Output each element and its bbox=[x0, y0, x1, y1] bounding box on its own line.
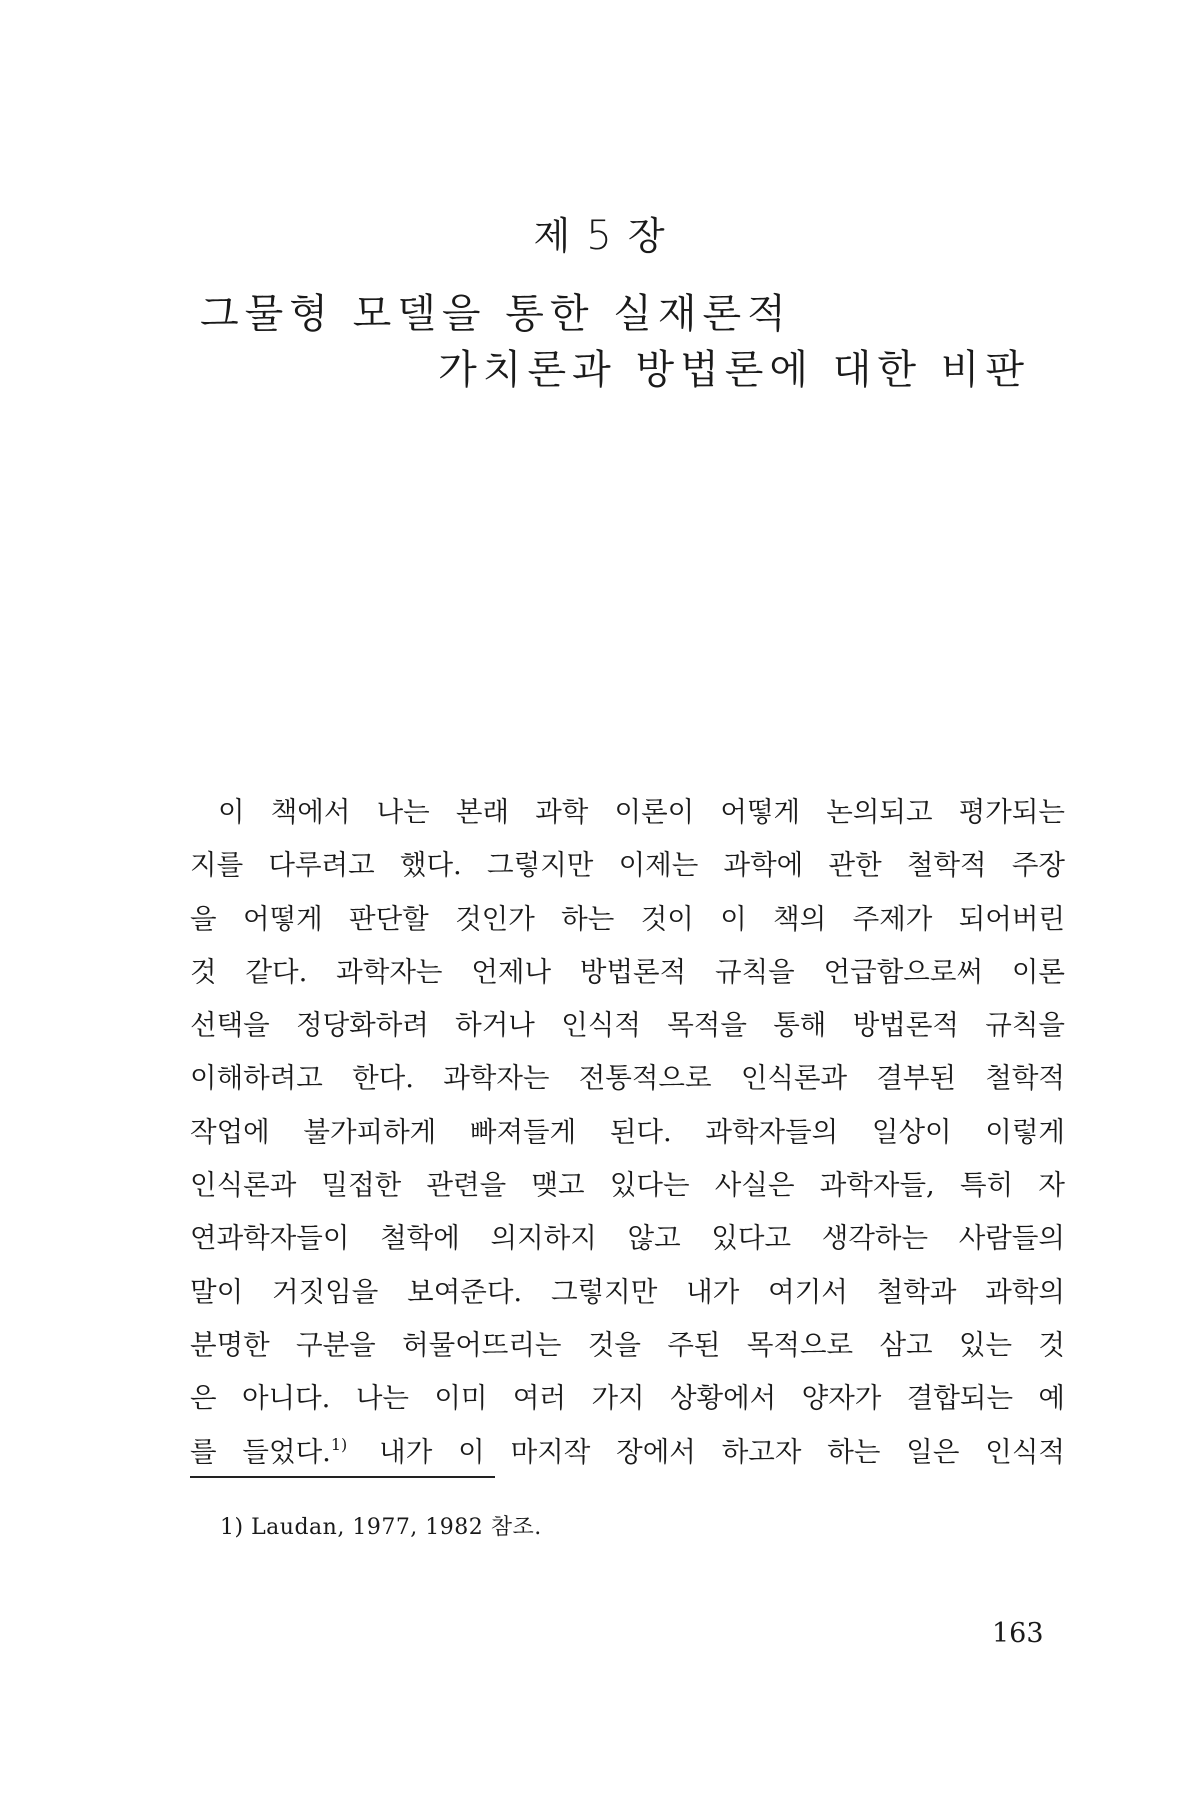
body-line: 이해하려고 한다. 과학자는 전통적으로 인식론과 결부된 철학적 bbox=[190, 1062, 1065, 1095]
body-line: 연과학자들이 철학에 의지하지 않고 있다고 생각하는 사람들의 bbox=[190, 1222, 1065, 1255]
body-line: 을 어떻게 판단할 것인가 하는 것이 이 책의 주제가 되어버린 bbox=[190, 902, 1065, 935]
body-line: 작업에 불가피하게 빠져들게 된다. 과학자들의 일상이 이렇게 bbox=[190, 1115, 1065, 1148]
chapter-label bbox=[0, 205, 1200, 260]
chapter-title-line-2: 가치론과 방법론에 대한 비판 bbox=[438, 347, 1030, 393]
body-line: 것 같다. 과학자는 언제나 방법론적 규칙을 언급함으로써 이론 bbox=[190, 955, 1065, 988]
chapter-suffix: 장 bbox=[627, 214, 667, 258]
body-text bbox=[190, 786, 1065, 1479]
body-line: 이 책에서 나는 본래 과학 이론이 어떻게 논의되고 평가되는 bbox=[218, 796, 1065, 828]
body-text-before-ref: 를 들었다. bbox=[190, 1435, 331, 1468]
body-line: 지를 다루려고 했다. 그렇지만 이제는 과학에 관한 철학적 주장 bbox=[190, 849, 1065, 882]
page-number: 163 bbox=[992, 1618, 1044, 1649]
footnote-divider bbox=[190, 1476, 495, 1478]
chapter-number: 5 bbox=[586, 213, 614, 259]
footnote-reference: 1) bbox=[330, 1435, 348, 1455]
body-line: 선택을 정당화하려 하거나 인식적 목적을 통해 방법론적 규칙을 bbox=[190, 1009, 1065, 1042]
chapter-title-line-1: 그물형 모델을 통한 실재론적 bbox=[200, 291, 792, 337]
body-line: 말이 거짓임을 보여준다. 그렇지만 내가 여기서 철학과 과학의 bbox=[190, 1275, 1065, 1308]
footnote: 1) Laudan, 1977, 1982 참조. bbox=[220, 1515, 542, 1540]
body-line: 은 아니다. 나는 이미 여러 가지 상황에서 양자가 결합되는 예 bbox=[190, 1382, 1065, 1415]
chapter-prefix: 제 bbox=[533, 214, 573, 258]
body-text-after-ref: 내가 이 마지작 장에서 하고자 하는 일은 인식적 bbox=[379, 1435, 1065, 1468]
body-line-last bbox=[190, 1426, 1065, 1479]
body-line: 인식론과 밀접한 관련을 맺고 있다는 사실은 과학자들, 특히 자 bbox=[190, 1169, 1065, 1202]
body-line: 분명한 구분을 허물어뜨리는 것을 주된 목적으로 삼고 있는 것 bbox=[190, 1328, 1065, 1361]
